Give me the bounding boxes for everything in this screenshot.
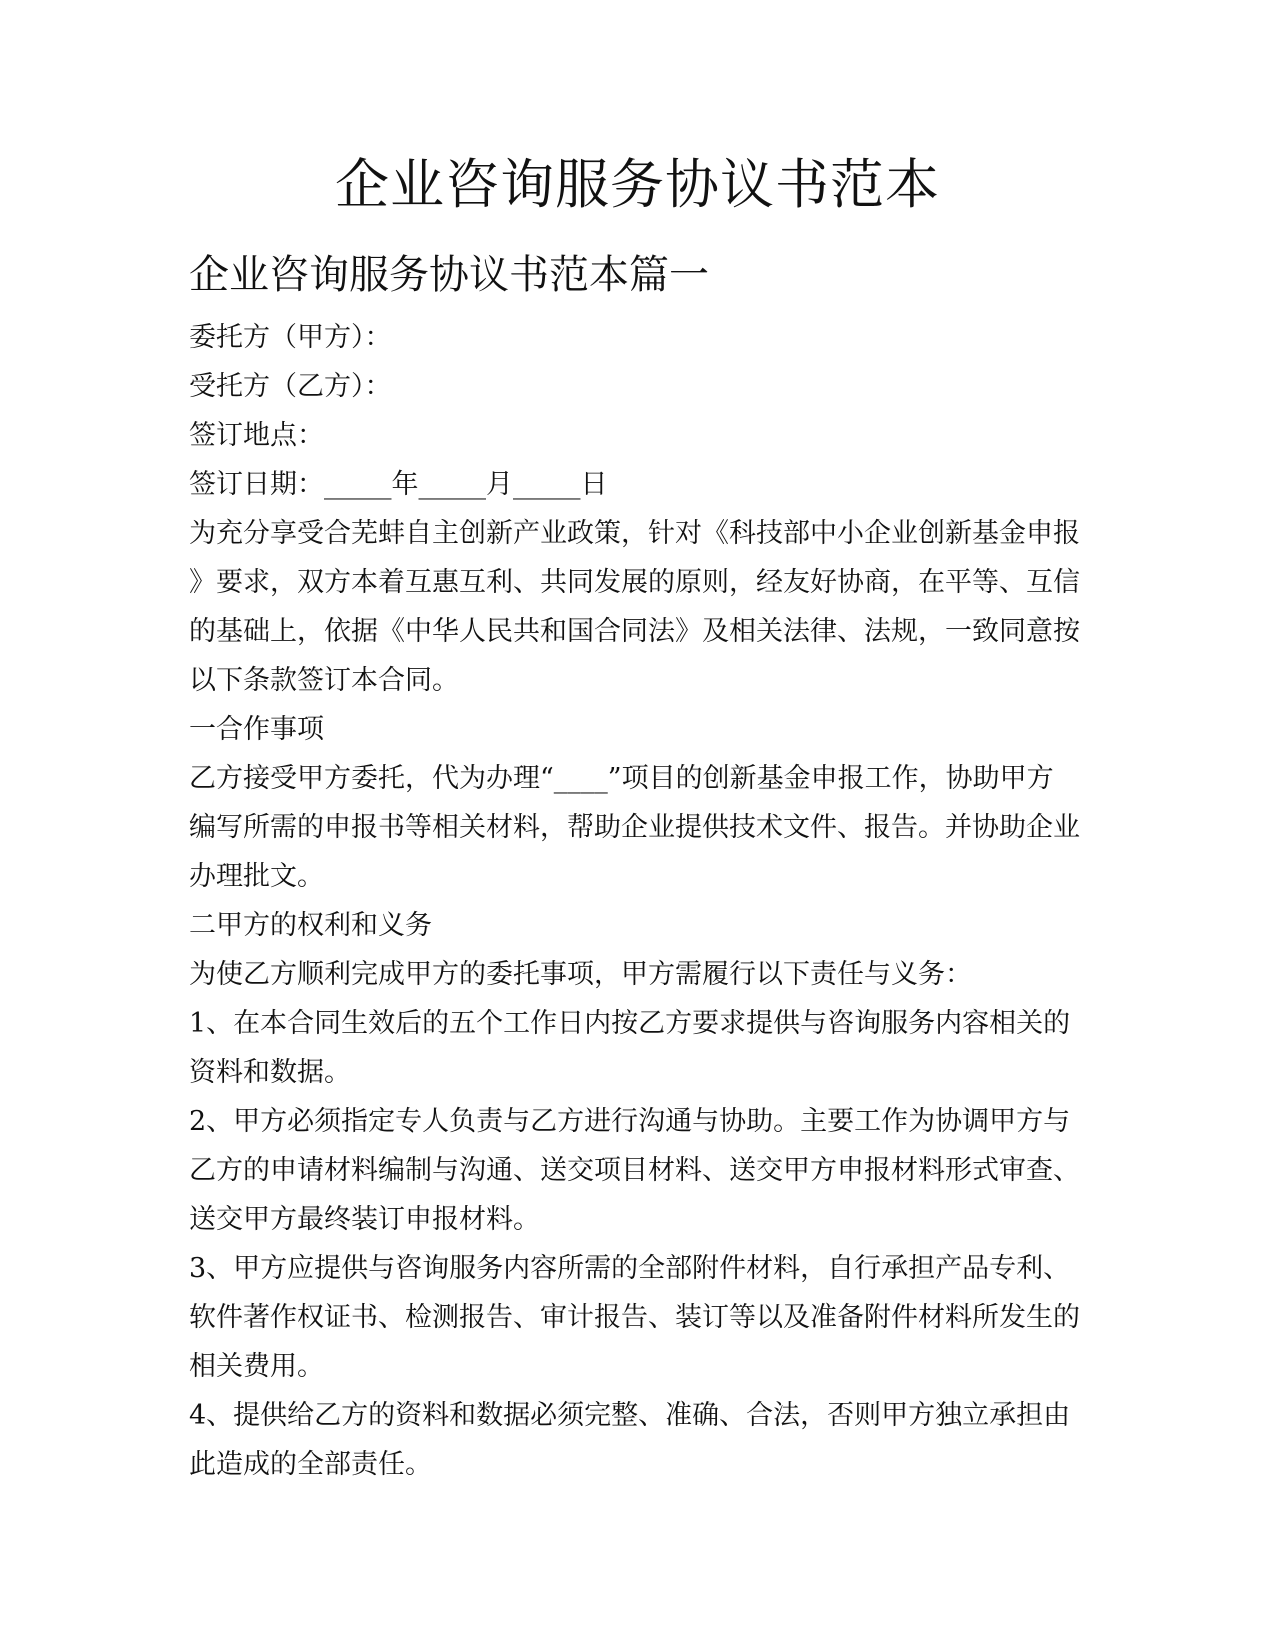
body-text-line: 为使乙方顺利完成甲方的委托事项，甲方需履行以下责任与义务： — [189, 959, 972, 990]
list-item-line: 3、甲方应提供与咨询服务内容所需的全部附件材料，自行承担产品专利、 — [189, 1253, 1071, 1284]
party-a-line: 委托方（甲方）： — [189, 322, 392, 353]
list-item-line: 4、提供给乙方的资料和数据必须完整、准确、合法，否则甲方独立承担由 — [189, 1400, 1071, 1431]
list-item-line: 相关费用。 — [189, 1351, 324, 1382]
list-item-line: 软件著作权证书、检测报告、审计报告、装订等以及准备附件材料所发生的 — [189, 1302, 1080, 1333]
clause-heading: 二甲方的权利和义务 — [189, 910, 432, 941]
list-item-line: 资料和数据。 — [189, 1057, 351, 1088]
body-text-line: 》要求，双方本着互惠互利、共同发展的原则，经友好协商，在平等、互信 — [189, 567, 1080, 598]
body-text-line: 办理批文。 — [189, 861, 324, 892]
document-title: 企业咨询服务协议书范本 — [335, 153, 940, 216]
list-item-line: 此造成的全部责任。 — [189, 1449, 432, 1480]
body-text-line: 以下条款签订本合同。 — [189, 665, 459, 696]
body-text-line: 的基础上，依据《中华人民共和国合同法》及相关法律、法规，一致同意按 — [189, 616, 1080, 647]
list-item-line: 2、甲方必须指定专人负责与乙方进行沟通与协助。主要工作为协调甲方与 — [189, 1106, 1071, 1137]
body-text-line: 编写所需的申报书等相关材料，帮助企业提供技术文件、报告。并协助企业 — [189, 812, 1080, 843]
signing-date-line: 签订日期：_____年_____月_____日 — [189, 469, 608, 500]
list-item-line: 送交甲方最终装订申报材料。 — [189, 1204, 540, 1235]
signing-place-line: 签订地点： — [189, 420, 324, 451]
list-item-line: 乙方的申请材料编制与沟通、送交项目材料、送交甲方申报材料形式审查、 — [189, 1155, 1080, 1186]
section-heading: 企业咨询服务协议书范本篇一 — [189, 252, 709, 298]
body-text-line: 为充分享受合芜蚌自主创新产业政策，针对《科技部中小企业创新基金申报 — [189, 518, 1080, 549]
party-b-line: 受托方（乙方）： — [189, 371, 392, 402]
document-body — [189, 313, 1089, 1489]
body-text-line: 乙方接受甲方委托，代为办理“____”项目的创新基金申报工作，协助甲方 — [189, 763, 1054, 794]
clause-heading: 一合作事项 — [189, 714, 324, 745]
list-item-line: 1、在本合同生效后的五个工作日内按乙方要求提供与咨询服务内容相关的 — [189, 1008, 1071, 1039]
